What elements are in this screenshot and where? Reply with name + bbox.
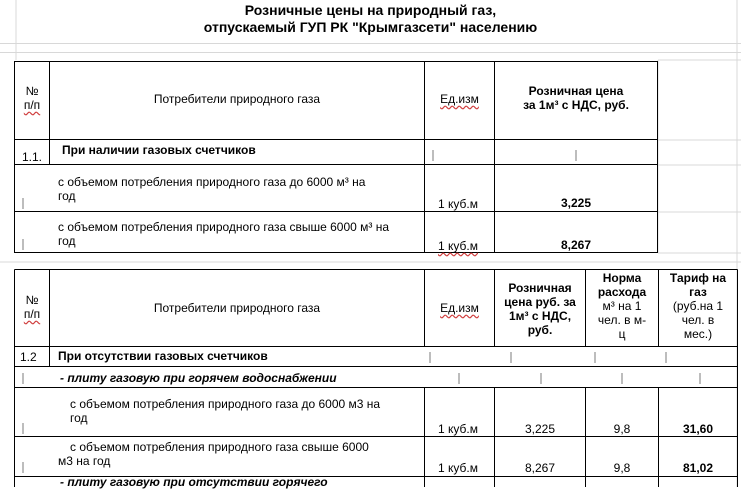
table1-section-num: 1.1. [22,150,43,164]
table2-subsection-1: - плиту газовую при горячем водоснабжении [60,371,337,385]
table1-row2-unit: 1 куб.м [438,239,478,253]
table2-row1-unit: 1 куб.м [438,422,478,436]
page-subtitle: отпускаемый ГУП РК "Крымгазсети" населению [203,19,538,35]
table2-row2-unit: 1 куб.м [438,461,478,475]
cell-marker [22,239,24,250]
cell-marker [594,352,596,363]
table2-row1-text: с объемом потребления природного газа до 6000 м3 на год [70,397,381,425]
cell-marker [22,373,24,384]
table1-row2-text: с объемом потребления природного газа свыше 6000 м³ на год [58,220,390,248]
cell-marker [540,373,542,384]
table1-row2-price: 8,267 [560,238,592,252]
table2-header-price: Розничная цена руб. за 1м³ с НДС, руб. [504,281,576,337]
table2-row2-tariff: 81,02 [682,461,714,475]
cell-marker [699,373,701,384]
table2-row2-price: 8,267 [524,461,556,475]
page-title: Розничные цены на природный газ, [244,2,497,18]
table1-row1-unit: 1 куб.м [438,197,478,211]
table2-row2-norm: 9,8 [613,461,631,475]
table1-header-num: № п/п [23,84,41,112]
table2-row1-price: 3,225 [524,422,556,436]
table1-header-price: Розничная цена за 1м³ с НДС, руб. [523,84,629,112]
table1-header-unit: Ед.изм [440,92,479,106]
cell-marker [510,352,512,363]
table2-section-num: 1.2 [20,350,37,364]
table2-row1-tariff: 31,60 [682,422,714,436]
table2-section-label: При отсутствии газовых счетчиков [58,349,268,363]
table1-header-consumers: Потребители природного газа [153,92,321,106]
cell-marker [22,198,24,209]
cell-marker [665,352,667,363]
table1-section-label: При наличии газовых счетчиков [62,143,256,157]
cell-marker [432,150,434,161]
table2-header-unit: Ед.изм [440,301,479,315]
table2-subsection-2: - плиту газовую при отсутствии горячего [60,475,328,489]
cell-marker [621,373,623,384]
cell-marker [429,352,431,363]
table2-header-tariff: Тариф на газ (руб.на 1 чел. в мес.) [669,271,727,341]
table2-header-num: № п/п [23,293,41,321]
cell-marker [22,462,24,473]
table2-row1-norm: 9,8 [613,422,631,436]
table1-row1-text: с объемом потребления природного газа до 6000 м³ на год [58,175,366,203]
cell-marker [458,373,460,384]
table2-header-consumers: Потребители природного газа [153,301,321,315]
cell-marker [575,150,577,161]
table2-row2-text: с объемом потребления природного газа свыше 6000 м3 на год [58,440,369,468]
cell-marker [22,423,24,434]
table1-row1-price: 3,225 [560,196,592,210]
table2-header-norm: Норма расхода м³ на 1 чел. в м- ц [597,271,647,341]
